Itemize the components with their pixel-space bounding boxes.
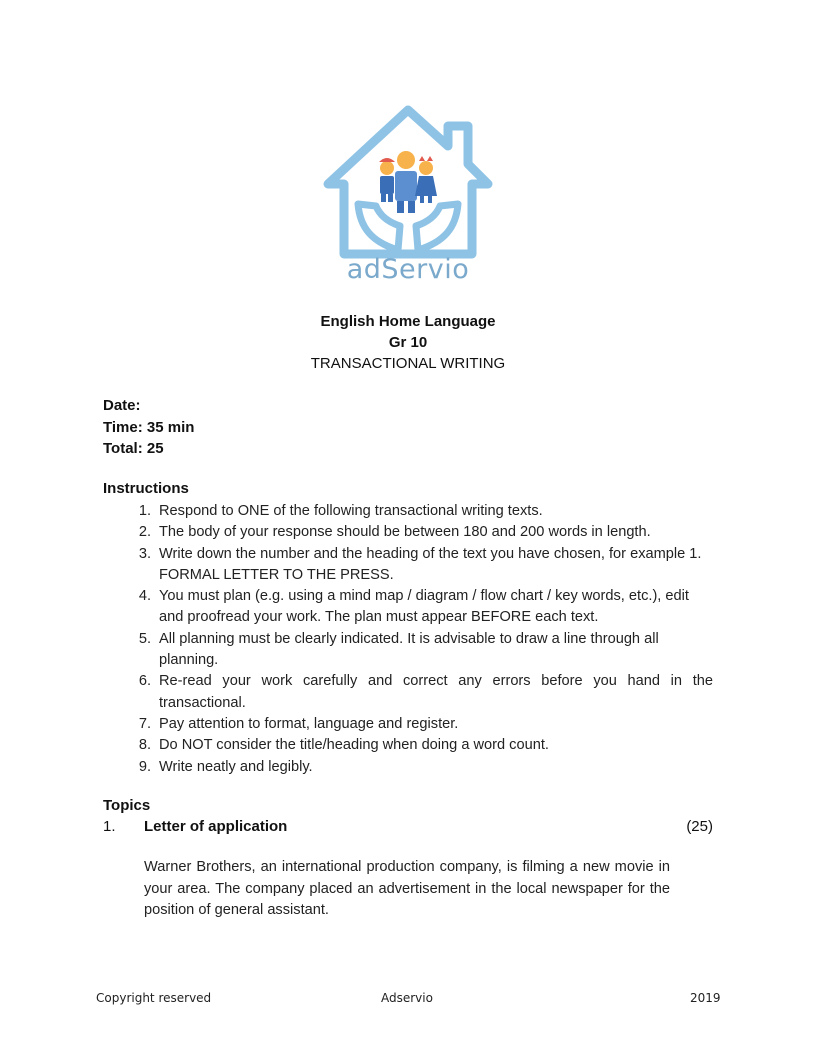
list-item: 1. Respond to ONE of the following transactional writing texts. bbox=[138, 503, 543, 519]
total-label: Total: 25 bbox=[103, 440, 164, 457]
list-item: 8. Do NOT consider the title/heading when doing a word count. bbox=[138, 737, 549, 754]
document-title bbox=[0, 311, 816, 374]
right-hand-shape bbox=[416, 204, 458, 250]
topic-title: Letter of application bbox=[144, 818, 288, 835]
grade-title: Gr 10 bbox=[388, 334, 428, 351]
time-label: Time: 35 min bbox=[103, 418, 195, 436]
exam-meta bbox=[103, 395, 194, 460]
footer-copyright: Copyright reserved bbox=[96, 991, 212, 1005]
footer-publisher: Adservio bbox=[381, 991, 433, 1005]
list-item: 6. Re-read your work carefully and correct any errors before you hand in the transactional. bbox=[138, 673, 713, 711]
topic-number: 1. bbox=[103, 818, 116, 835]
instructions-heading: Instructions bbox=[103, 480, 189, 497]
list-item: 2. The body of your response should be between 180 and 200 words in length. bbox=[138, 524, 651, 541]
topic-marks: (25) bbox=[686, 818, 713, 835]
topics-heading: Topics bbox=[103, 797, 151, 814]
topic-body: Warner Brothers, an international production company, is filming a new movie in your area. The company placed an advertisement in the local newspaper for the position of general assistant. bbox=[144, 859, 670, 918]
subject-title: English Home Language bbox=[320, 313, 496, 330]
instructions-list bbox=[103, 501, 713, 778]
list-item: 7. Pay attention to format, language and register. bbox=[138, 715, 459, 732]
left-hand-shape bbox=[358, 204, 400, 250]
footer-year: 2019 bbox=[690, 991, 721, 1005]
list-item: 5. All planning must be clearly indicated. It is advisable to draw a line through all planning. bbox=[138, 630, 659, 669]
list-item: 9. Write neatly and legibly. bbox=[138, 758, 313, 775]
date-label: Date: bbox=[103, 397, 141, 414]
list-item: 3. Write down the number and the heading of the text you have chosen, for example 1. FORMAL LETTER TO THE PRESS. bbox=[138, 545, 702, 583]
section-title: TRANSACTIONAL WRITING bbox=[310, 355, 506, 372]
logo-wordmark: adServio bbox=[346, 254, 470, 285]
list-item: 4. You must plan (e.g. using a mind map / diagram / flow chart / key words, etc.), edit and proofread your work. The plan must appear BEFORE each text. bbox=[138, 588, 689, 626]
